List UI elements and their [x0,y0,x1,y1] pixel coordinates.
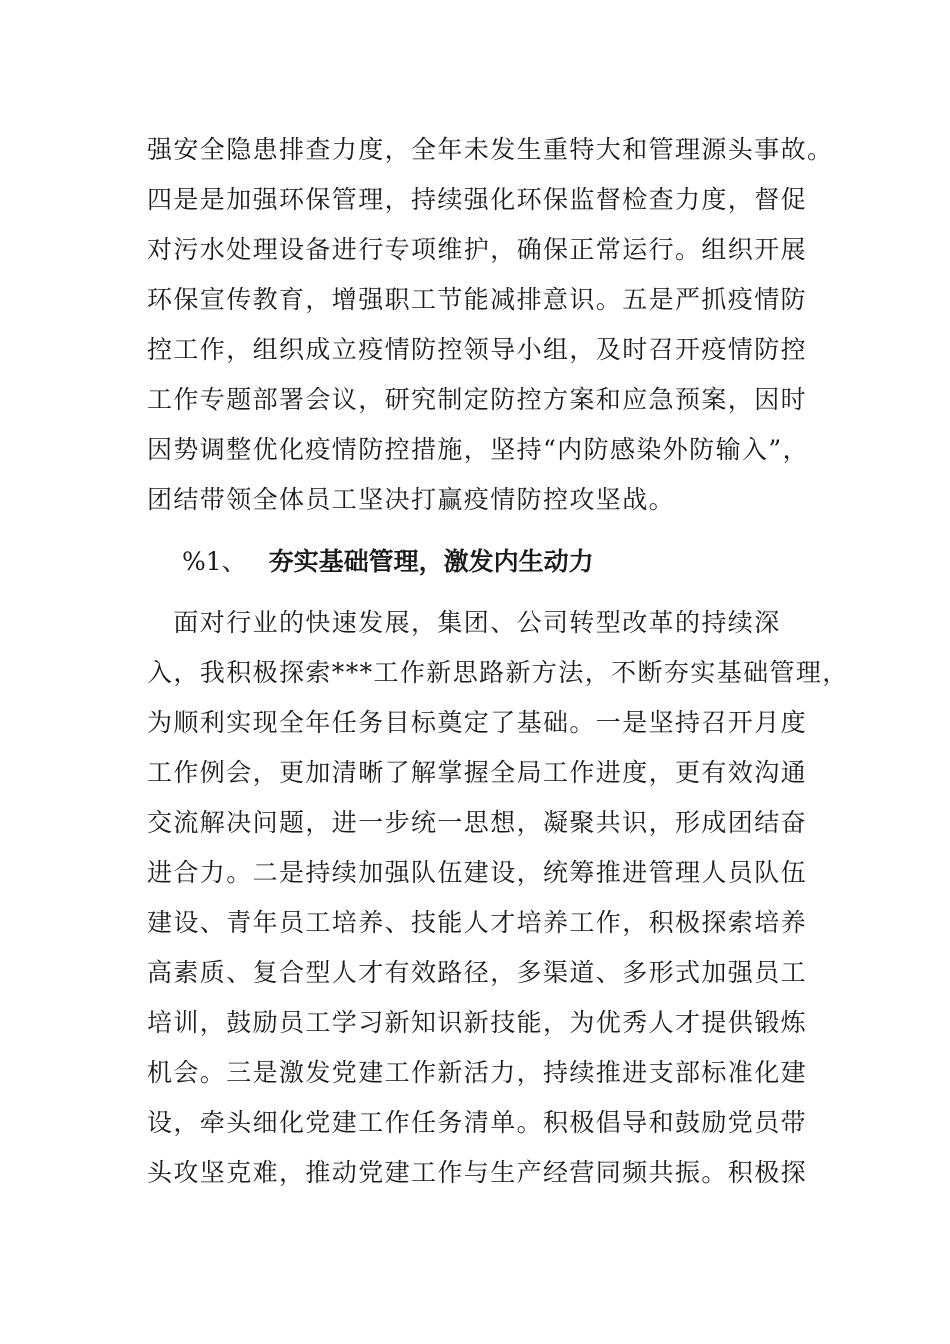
body-text-line: 对污水处理设备进行专项维护，确保正常运行。组织开展 [147,235,808,264]
body-text-line: 进合力。二是持续加强队伍建设，统筹推进管理人员队伍 [147,858,808,887]
body-text-line: 设，牵头细化党建工作任务清单。积极倡导和鼓励党员带 [147,1108,808,1137]
body-text-line: 面对行业的快速发展，集团、公司转型改革的持续深 [147,608,781,637]
section-number: %1、 [182,547,247,576]
body-text-line: 控工作，组织成立疫情防控领导小组，及时召开疫情防控 [147,335,808,364]
body-text-line: 为顺利实现全年任务目标奠定了基础。一是坚持召开月度 [147,708,808,737]
body-text-line: 环保宣传教育，增强职工节能减排意识。五是严抓疫情防 [147,285,808,314]
body-text-line: 高素质、复合型人才有效路径，多渠道、多形式加强员工 [147,958,808,987]
body-text-line: 机会。三是激发党建工作新活力，持续推进支部标准化建 [147,1058,808,1087]
body-text-line: 四是是加强环保管理，持续强化环保监督检查力度，督促 [147,185,808,214]
body-text-line: 团结带领全体员工坚决打赢疫情防控攻坚战。 [147,485,676,514]
body-text-line: 工作专题部署会议，研究制定防控方案和应急预案，因时 [147,385,808,414]
section-title: 夯实基础管理，激发内生动力 [268,547,594,576]
body-text-line: 交流解决问题，进一步统一思想，凝聚共识，形成团结奋 [147,808,808,837]
body-text-line: 强安全隐患排查力度，全年未发生重特大和管理源头事故。 [147,135,834,164]
body-text-line: 因势调整优化疫情防控措施，坚持“内防感染外防输入”， [147,435,809,464]
body-text-line: 建设、青年员工培养、技能人才培养工作，积极探索培养 [147,908,808,937]
body-text-line: 入，我积极探索***工作新思路新方法，不断夯实基础管理， [147,658,849,687]
body-text-line: 头攻坚克难，推动党建工作与生产经营同频共振。积极探 [147,1158,808,1187]
section-heading [182,545,594,579]
body-text-line: 培训，鼓励员工学习新知识新技能，为优秀人才提供锻炼 [147,1008,808,1037]
body-text-line: 工作例会，更加清晰了解掌握全局工作进度，更有效沟通 [147,758,808,787]
